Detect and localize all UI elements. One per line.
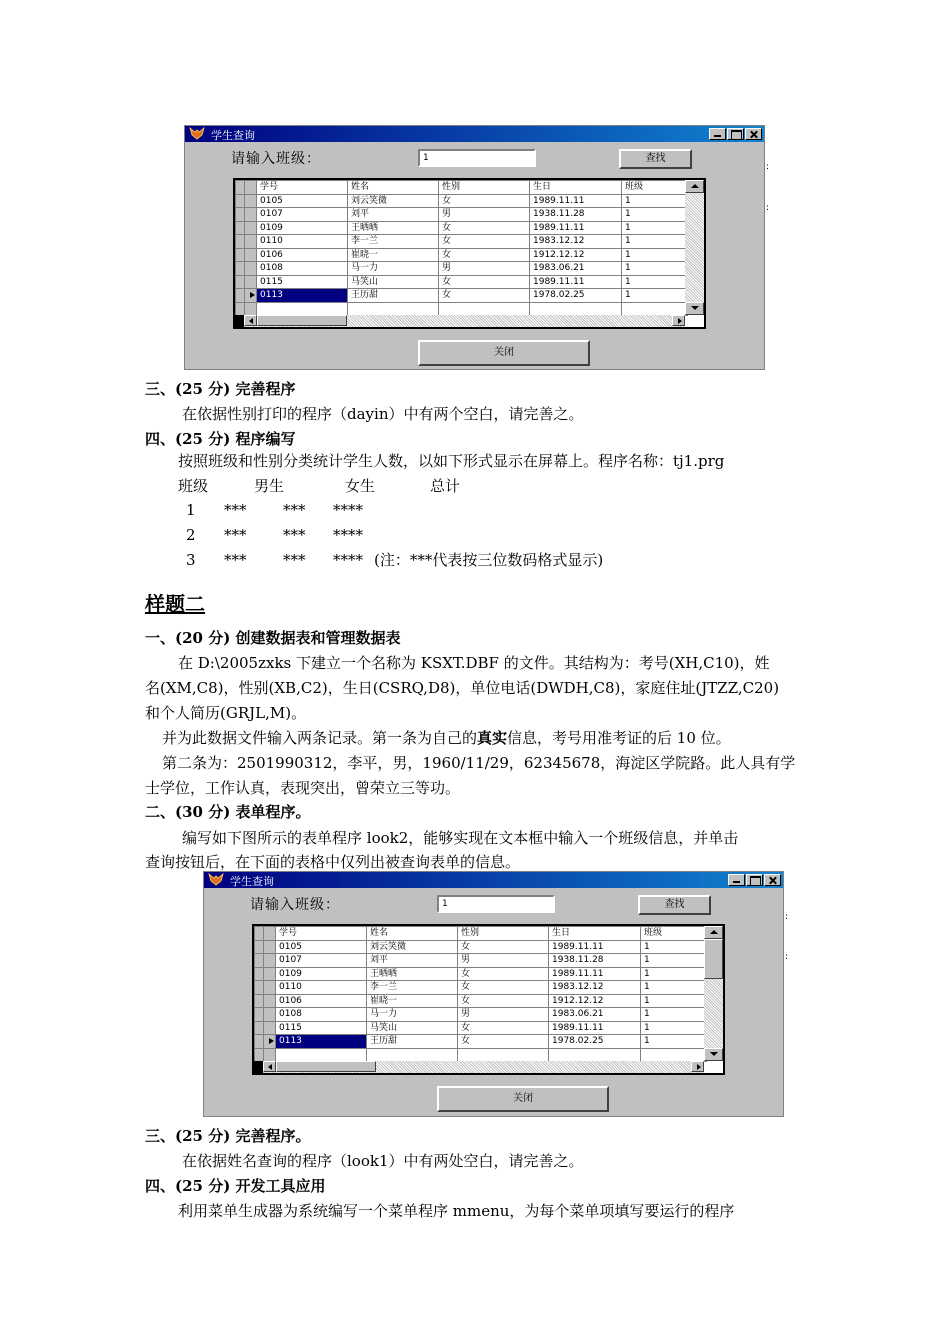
cell[interactable]: 1 <box>622 208 688 222</box>
s2-q1-line2: 名(XM,C8)，性别(XB,C2)，生日(CSRQ,D8)，单位电话(DWDH,C8)，家庭住址(JTZZ,C20) <box>145 679 780 697</box>
cell[interactable]: 女 <box>439 194 530 208</box>
close-button[interactable]: 关闭 <box>418 340 590 366</box>
s2-q1-line3: 和个人简历(GRJL,M)。 <box>145 704 307 722</box>
cell[interactable]: 0106 <box>257 248 348 262</box>
cell[interactable]: 马笑山 <box>348 275 439 289</box>
cell[interactable]: 0113 <box>276 1035 367 1049</box>
stats-header: 班级 <box>178 477 209 495</box>
cell[interactable]: 刘平 <box>348 208 439 222</box>
stats-cell: *** <box>283 501 306 519</box>
stats-note: (注：***代表按三位数码格式显示) <box>374 551 604 569</box>
table-row[interactable] <box>236 248 688 262</box>
stats-cell: **** <box>333 551 363 569</box>
record-pointer-icon <box>269 1038 274 1044</box>
cell[interactable]: 刘云笑微 <box>367 940 458 954</box>
s2-q1-line5: 第二条为：2501990312，李平，男，1960/11/29，62345678，海淀区学院路。此人具有学 <box>162 754 796 772</box>
cell[interactable]: 1989.11.11 <box>549 940 641 954</box>
stats-cell: *** <box>283 526 306 544</box>
cell[interactable]: 女 <box>439 289 530 303</box>
cell[interactable]: 女 <box>458 1021 549 1035</box>
cell[interactable]: 0109 <box>257 221 348 235</box>
fox-icon <box>189 127 205 140</box>
cell[interactable]: 1983.12.12 <box>549 981 641 995</box>
cell[interactable]: 1 <box>641 940 707 954</box>
column-header[interactable]: 班级 <box>622 181 688 195</box>
cell[interactable]: 女 <box>439 235 530 249</box>
cell[interactable]: 崔晓一 <box>348 248 439 262</box>
cell[interactable]: 李一兰 <box>367 981 458 995</box>
table-row[interactable] <box>236 262 688 276</box>
margin-mark: : <box>785 952 789 962</box>
cell[interactable]: 1912.12.12 <box>530 248 622 262</box>
cell[interactable]: 0109 <box>276 967 367 981</box>
cell[interactable]: 女 <box>439 221 530 235</box>
cell[interactable]: 1 <box>622 221 688 235</box>
table-row[interactable] <box>255 981 707 995</box>
column-header[interactable]: 学号 <box>276 927 367 941</box>
table-row[interactable] <box>236 194 688 208</box>
stats-cell: **** <box>333 526 363 544</box>
cell[interactable]: 女 <box>458 981 549 995</box>
cell[interactable]: 1 <box>622 275 688 289</box>
scroll-up-arrow-icon[interactable] <box>704 926 723 939</box>
cell[interactable]: 1 <box>622 262 688 276</box>
cell[interactable]: 1989.11.11 <box>530 221 622 235</box>
student-query-window-1 <box>184 125 765 370</box>
cell[interactable]: 1983.06.21 <box>549 1008 641 1022</box>
scroll-down-arrow-icon[interactable] <box>704 1048 723 1061</box>
fox-icon <box>208 873 224 886</box>
class-input[interactable]: 1 <box>418 149 536 167</box>
margin-mark: : <box>766 162 770 172</box>
cell[interactable]: 马一力 <box>348 262 439 276</box>
s2-q3-body: 在依据姓名查询的程序（look1）中有两处空白，请完善之。 <box>182 1152 584 1170</box>
s2-q1-line6: 士学位，工作认真，表现突出，曾荣立三等功。 <box>145 779 461 797</box>
s2-q2-line2: 查询按钮后，在下面的表格中仅列出被查询表单的信息。 <box>145 853 521 871</box>
cell[interactable]: 1 <box>641 1035 707 1049</box>
s2-q3-heading: 三、(25 分) 完善程序。 <box>145 1127 311 1145</box>
s2-q1-line4 <box>162 728 731 748</box>
stats-header: 男生 <box>254 477 285 495</box>
s1-q4-body: 按照班级和性别分类统计学生人数，以如下形式显示在屏幕上。程序名称：tj1.prg <box>178 452 725 470</box>
s2-q2-heading: 二、(30 分) 表单程序。 <box>145 803 311 821</box>
s2-q1-line4-a: 并为此数据文件输入两条记录。第一条为自己的 <box>162 729 478 747</box>
stats-cell: 2 <box>186 526 196 544</box>
cell[interactable]: 王晒晒 <box>367 967 458 981</box>
table-row[interactable] <box>236 208 688 222</box>
grid-header-row <box>236 181 688 195</box>
cell[interactable]: 男 <box>439 262 530 276</box>
horizontal-scrollbar[interactable] <box>254 1061 704 1073</box>
cell[interactable]: 王历甜 <box>348 289 439 303</box>
stats-cell: **** <box>333 501 363 519</box>
column-header[interactable]: 班级 <box>641 927 707 941</box>
table-row-empty[interactable] <box>236 302 688 316</box>
horizontal-scroll-thumb[interactable] <box>276 1061 376 1072</box>
margin-mark: : <box>766 203 770 213</box>
table-row-selected[interactable] <box>236 289 688 303</box>
cell[interactable]: 马一力 <box>367 1008 458 1022</box>
student-table <box>235 180 688 316</box>
stats-cell: *** <box>224 526 247 544</box>
search-button[interactable]: 查找 <box>619 149 692 169</box>
cell[interactable]: 1978.02.25 <box>530 289 622 303</box>
cell[interactable]: 1983.06.21 <box>530 262 622 276</box>
vertical-scrollbar[interactable] <box>685 180 704 315</box>
cell[interactable]: 1 <box>622 194 688 208</box>
stats-cell: *** <box>283 551 306 569</box>
table-row[interactable] <box>255 1008 707 1022</box>
column-header[interactable]: 姓名 <box>348 181 439 195</box>
scroll-up-arrow-icon[interactable] <box>685 180 704 193</box>
cell[interactable]: 0110 <box>257 235 348 249</box>
table-row-selected[interactable] <box>255 1035 707 1049</box>
cell[interactable]: 0105 <box>257 194 348 208</box>
table-row[interactable] <box>236 275 688 289</box>
s1-q3-heading: 三、(25 分) 完善程序 <box>145 380 296 398</box>
column-header[interactable]: 性别 <box>458 927 549 941</box>
stats-cell: 1 <box>186 501 196 519</box>
cell[interactable]: 1989.11.11 <box>530 275 622 289</box>
cell[interactable]: 1 <box>641 1008 707 1022</box>
cell[interactable]: 刘云笑微 <box>348 194 439 208</box>
cell[interactable]: 1 <box>641 1021 707 1035</box>
cell[interactable]: 0108 <box>257 262 348 276</box>
s1-q4-heading: 四、(25 分) 程序编写 <box>145 430 296 448</box>
s2-q1-line4-c: 信息，考号用准考证的后 10 位。 <box>507 729 731 747</box>
cell[interactable]: 女 <box>458 994 549 1008</box>
s2-q1-line4-bold: 真实 <box>477 729 508 747</box>
scroll-right-arrow-icon[interactable] <box>672 315 685 326</box>
cell[interactable]: 0107 <box>257 208 348 222</box>
table-row[interactable] <box>236 235 688 249</box>
horizontal-scroll-thumb[interactable] <box>257 315 347 326</box>
cell[interactable]: 1 <box>641 981 707 995</box>
stats-cell: 3 <box>186 551 196 569</box>
stats-cell: *** <box>224 551 247 569</box>
scroll-right-arrow-icon[interactable] <box>691 1061 704 1072</box>
student-query-window-2 <box>203 871 784 1117</box>
cell[interactable]: 1983.12.12 <box>530 235 622 249</box>
minimize-button[interactable] <box>709 128 726 140</box>
s1-q3-body: 在依据性别打印的程序（dayin）中有两个空白，请完善之。 <box>182 405 584 423</box>
cell[interactable]: 0107 <box>276 954 367 968</box>
column-header[interactable]: 生日 <box>549 927 641 941</box>
scroll-down-arrow-icon[interactable] <box>685 302 704 315</box>
grid-header-row <box>255 927 707 941</box>
cell[interactable]: 女 <box>439 275 530 289</box>
scroll-left-arrow-icon[interactable] <box>263 1061 276 1072</box>
cell[interactable]: 1 <box>641 954 707 968</box>
window-titlebar[interactable] <box>185 126 764 142</box>
cell[interactable]: 1989.11.11 <box>549 967 641 981</box>
cell[interactable]: 男 <box>439 208 530 222</box>
table-row[interactable] <box>255 994 707 1008</box>
window-titlebar[interactable] <box>204 872 783 888</box>
cell[interactable]: 李一兰 <box>348 235 439 249</box>
cell[interactable]: 0113 <box>257 289 348 303</box>
vertical-scroll-thumb[interactable] <box>704 939 723 979</box>
table-row[interactable] <box>236 221 688 235</box>
class-prompt-label: 请输入班级： <box>250 897 340 913</box>
table-row-empty[interactable] <box>255 1048 707 1062</box>
cell[interactable]: 女 <box>439 248 530 262</box>
close-window-button[interactable] <box>745 128 762 140</box>
class-prompt-label: 请输入班级： <box>231 151 321 167</box>
cell[interactable]: 1989.11.11 <box>549 1021 641 1035</box>
table-row[interactable] <box>255 940 707 954</box>
student-grid[interactable] <box>233 178 706 329</box>
cell[interactable]: 0105 <box>276 940 367 954</box>
search-button[interactable]: 查找 <box>638 895 711 915</box>
student-table <box>254 926 707 1062</box>
cell[interactable]: 王历甜 <box>367 1035 458 1049</box>
column-header[interactable]: 性别 <box>439 181 530 195</box>
maximize-button[interactable] <box>727 128 744 140</box>
column-header[interactable]: 姓名 <box>367 927 458 941</box>
cell[interactable]: 女 <box>458 967 549 981</box>
student-grid[interactable] <box>252 924 725 1075</box>
record-pointer-icon <box>250 292 255 298</box>
close-window-button[interactable] <box>764 874 781 886</box>
cell[interactable]: 1 <box>641 967 707 981</box>
cell[interactable]: 1 <box>622 248 688 262</box>
table-row[interactable] <box>255 967 707 981</box>
cell[interactable]: 1989.11.11 <box>530 194 622 208</box>
s2-q4-body: 利用菜单生成器为系统编写一个菜单程序 mmenu，为每个菜单项填写要运行的程序 <box>178 1202 735 1220</box>
cell[interactable]: 0106 <box>276 994 367 1008</box>
horizontal-scrollbar[interactable] <box>235 315 685 327</box>
cell[interactable]: 男 <box>458 1008 549 1022</box>
window-title: 学生查询 <box>211 129 255 142</box>
cell[interactable]: 1 <box>622 235 688 249</box>
cell[interactable]: 刘平 <box>367 954 458 968</box>
window-title: 学生查询 <box>230 875 274 888</box>
s2-q1-line1: 在 D:\2005zxks 下建立一个名称为 KSXT.DBF 的文件。其结构为：考号(XH,C10)，姓 <box>178 654 770 672</box>
cell[interactable]: 1978.02.25 <box>549 1035 641 1049</box>
cell[interactable]: 女 <box>458 940 549 954</box>
s2-q2-line1: 编写如下图所示的表单程序 look2，能够实现在文本框中输入一个班级信息，并单击 <box>182 829 739 847</box>
stats-cell: *** <box>224 501 247 519</box>
cell[interactable]: 男 <box>458 954 549 968</box>
stats-header: 总计 <box>430 477 461 495</box>
scroll-left-arrow-icon[interactable] <box>244 315 257 326</box>
cell[interactable]: 1 <box>641 994 707 1008</box>
cell[interactable]: 女 <box>458 1035 549 1049</box>
cell[interactable]: 王晒晒 <box>348 221 439 235</box>
s2-q1-heading: 一、(20 分) 创建数据表和管理数据表 <box>145 629 401 647</box>
cell[interactable]: 1938.11.28 <box>530 208 622 222</box>
section2-title: 样题二 <box>145 592 205 616</box>
minimize-button[interactable] <box>728 874 745 886</box>
cell[interactable]: 0108 <box>276 1008 367 1022</box>
class-input[interactable]: 1 <box>437 895 555 913</box>
table-row[interactable] <box>255 954 707 968</box>
close-button[interactable]: 关闭 <box>437 1086 609 1112</box>
cell[interactable]: 0110 <box>276 981 367 995</box>
cell[interactable]: 1912.12.12 <box>549 994 641 1008</box>
s2-q4-heading: 四、(25 分) 开发工具应用 <box>145 1177 326 1195</box>
cell[interactable]: 崔晓一 <box>367 994 458 1008</box>
column-header[interactable]: 学号 <box>257 181 348 195</box>
cell[interactable]: 马笑山 <box>367 1021 458 1035</box>
column-header[interactable]: 生日 <box>530 181 622 195</box>
table-row[interactable] <box>255 1021 707 1035</box>
maximize-button[interactable] <box>746 874 763 886</box>
margin-mark: : <box>785 912 789 922</box>
cell[interactable]: 0115 <box>276 1021 367 1035</box>
stats-header: 女生 <box>345 477 376 495</box>
cell[interactable]: 1938.11.28 <box>549 954 641 968</box>
vertical-scrollbar[interactable] <box>704 926 723 1061</box>
cell[interactable]: 0115 <box>257 275 348 289</box>
cell[interactable]: 1 <box>622 289 688 303</box>
